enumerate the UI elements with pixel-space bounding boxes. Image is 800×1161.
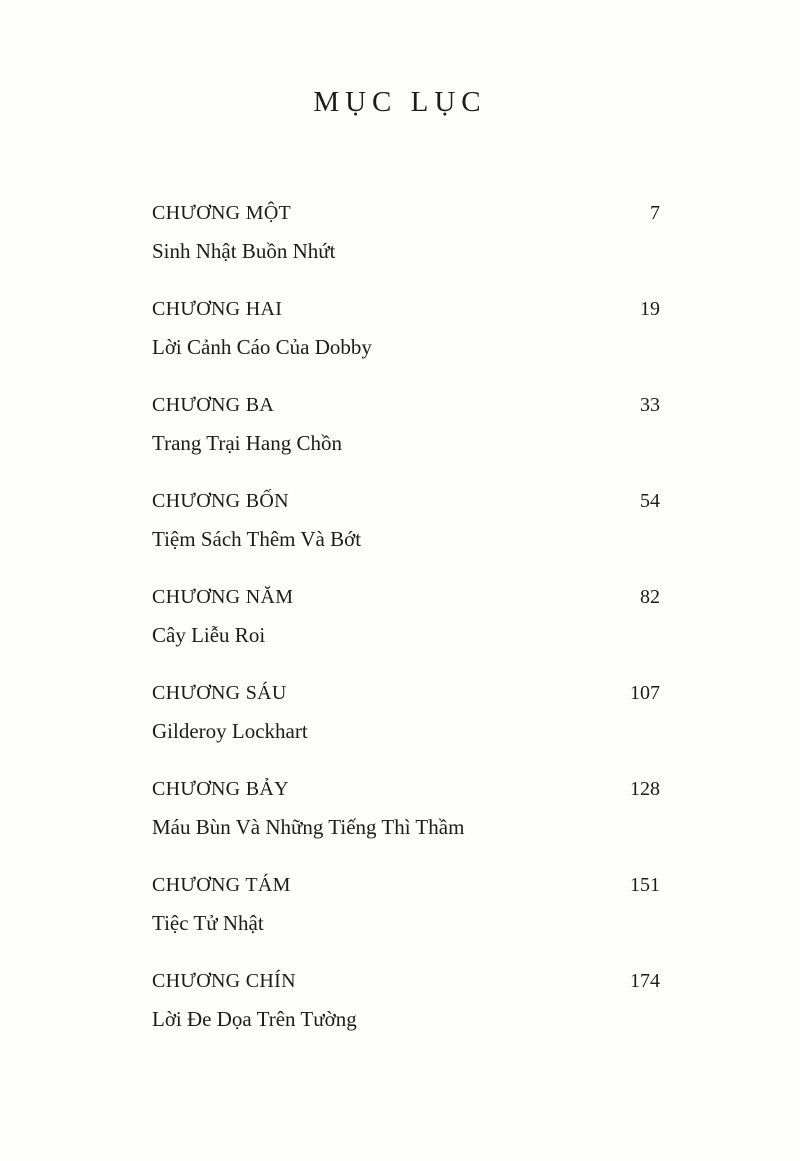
toc-entry <box>152 194 660 290</box>
chapter-label: CHƯƠNG BA <box>152 394 275 416</box>
chapter-heading-row <box>152 770 660 808</box>
page-number: 7 <box>650 202 660 224</box>
chapter-label: CHƯƠNG HAI <box>152 298 283 320</box>
page-number: 19 <box>640 298 660 320</box>
chapter-heading-row <box>152 290 660 328</box>
chapter-label: CHƯƠNG BẢY <box>152 778 289 800</box>
toc-entry <box>152 770 660 866</box>
chapter-title: Lời Cảnh Cáo Của Dobby <box>152 335 372 359</box>
page-number: 54 <box>640 490 660 512</box>
page-number: 82 <box>640 586 660 608</box>
chapter-heading-row <box>152 386 660 424</box>
toc-entry <box>152 962 660 1058</box>
page-number: 33 <box>640 394 660 416</box>
chapter-title: Tiệm Sách Thêm Và Bớt <box>152 527 362 551</box>
page-number: 174 <box>630 970 660 992</box>
chapter-label: CHƯƠNG MỘT <box>152 202 292 224</box>
chapter-title: Máu Bùn Và Những Tiếng Thì Thầm <box>152 815 465 839</box>
chapter-title: Sinh Nhật Buồn Nhứt <box>152 239 336 263</box>
chapter-label: CHƯƠNG SÁU <box>152 682 287 704</box>
chapter-label: CHƯƠNG TÁM <box>152 874 291 896</box>
chapter-label: CHƯƠNG CHÍN <box>152 970 296 992</box>
chapter-heading-row <box>152 962 660 1000</box>
chapter-title: Cây Liễu Roi <box>152 623 266 647</box>
chapter-title: Tiệc Tử Nhật <box>152 911 264 935</box>
page-number: 128 <box>630 778 660 800</box>
toc-entry <box>152 386 660 482</box>
toc-entry <box>152 866 660 962</box>
page-title: MỤC LỤC <box>313 86 487 118</box>
chapter-heading-row <box>152 578 660 616</box>
page-number: 107 <box>630 682 660 704</box>
chapter-label: CHƯƠNG BỐN <box>152 490 289 512</box>
chapter-heading-row <box>152 674 660 712</box>
chapter-title: Gilderoy Lockhart <box>152 719 308 743</box>
toc-entry <box>152 674 660 770</box>
chapter-heading-row <box>152 194 660 232</box>
toc-entry <box>152 482 660 578</box>
toc-entry <box>152 578 660 674</box>
chapter-heading-row <box>152 866 660 904</box>
chapter-label: CHƯƠNG NĂM <box>152 586 294 608</box>
chapter-heading-row <box>152 482 660 520</box>
page-number: 151 <box>630 874 660 896</box>
chapter-title: Lời Đe Dọa Trên Tường <box>152 1007 357 1031</box>
chapter-title: Trang Trại Hang Chồn <box>152 431 343 455</box>
table-of-contents <box>152 194 660 1058</box>
toc-entry <box>152 290 660 386</box>
